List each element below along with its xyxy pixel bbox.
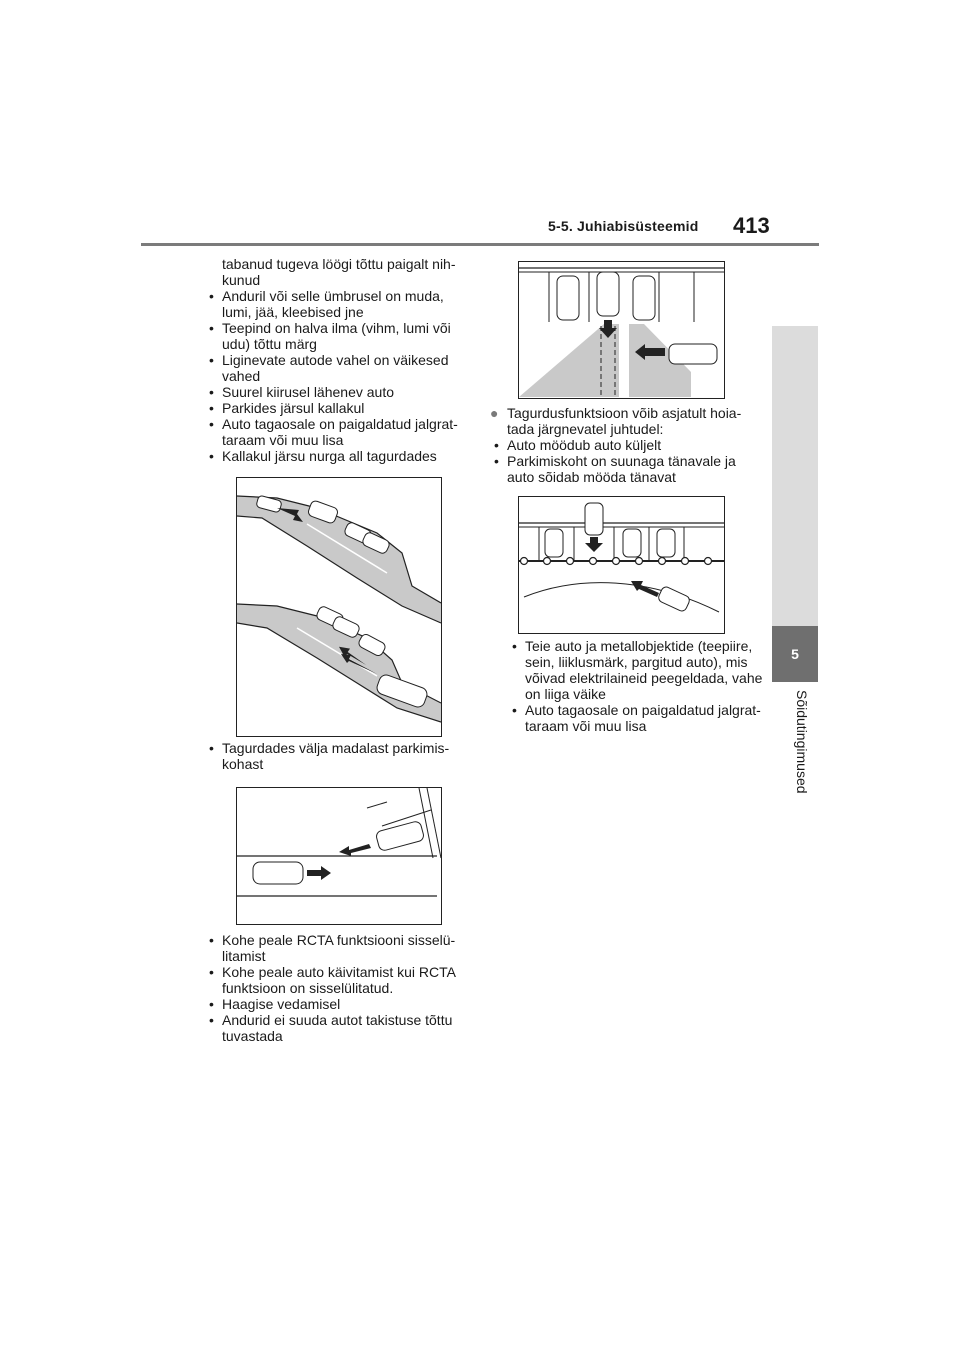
car-icon <box>633 276 655 320</box>
car-icon <box>623 529 641 557</box>
figure-parking-lot <box>518 261 725 399</box>
list-item <box>205 996 475 1012</box>
car-icon <box>375 820 425 851</box>
car-icon <box>253 862 303 884</box>
right-list-top <box>490 405 760 485</box>
figure-street-parking <box>518 496 725 634</box>
list-item-text: Auto möödub auto küljelt <box>507 437 662 453</box>
bullet-marker: ● <box>490 405 499 421</box>
list-item <box>205 400 475 416</box>
list-item-text: Tagurdades välja madalast parkimis-kohast <box>222 740 450 772</box>
chapter-band <box>772 326 818 626</box>
bullet-marker: • <box>209 740 214 756</box>
chapter-tab[interactable]: 5 <box>772 626 818 682</box>
bullet-marker: • <box>209 964 214 980</box>
list-item-text: Parkides järsul kallakul <box>222 400 365 416</box>
list-item <box>205 964 475 996</box>
bullet-marker: • <box>209 320 214 336</box>
list-item-text: Kohe peale auto käivitamist kui RCTA funktsioon on sisselülitatud. <box>222 964 456 996</box>
list-item <box>490 405 760 437</box>
car-icon <box>657 585 691 612</box>
car-icon <box>597 272 619 316</box>
list-item <box>205 256 475 288</box>
list-item-text: Liginevate autode vahel on väikesed vahed <box>222 352 449 384</box>
parking-lot-illustration <box>519 262 724 398</box>
bullet-marker: • <box>512 638 517 654</box>
list-item <box>205 416 475 448</box>
bullet-marker: • <box>209 288 214 304</box>
list-item <box>508 638 763 702</box>
slope-illustration <box>237 478 441 736</box>
list-item <box>205 932 475 964</box>
bullet-marker: • <box>209 448 214 464</box>
list-item-text: Parkimiskoht on suunaga tänavale ja auto sõidab mööda tänavat <box>507 453 736 485</box>
shallow-parking-illustration <box>237 788 441 924</box>
list-item-text: Anduril või selle ümbrusel on muda, lumi, jää, kleebised jne <box>222 288 444 320</box>
list-item-text: Auto tagaosale on paigaldatud jalgrat-taraam või muu lisa <box>525 702 761 734</box>
bullet-marker: • <box>209 416 214 432</box>
sensor-zone-left <box>519 324 619 397</box>
list-item-text: Suurel kiirusel lähenev auto <box>222 384 394 400</box>
list-item-text: tabanud tugeva löögi tõttu paigalt nih-kunud <box>222 256 456 288</box>
upper-slope-road <box>237 496 441 623</box>
list-item <box>205 288 475 320</box>
arrow-icon <box>339 844 371 856</box>
car-icon <box>657 529 675 557</box>
page-number: 413 <box>733 213 770 238</box>
left-list-bottom <box>205 932 475 1044</box>
bullet-marker: • <box>512 702 517 718</box>
bullet-marker: • <box>209 352 214 368</box>
bullet-marker: • <box>494 453 499 469</box>
bullet-marker: • <box>209 932 214 948</box>
bullet-marker: • <box>209 400 214 416</box>
list-item <box>205 352 475 384</box>
car-icon <box>545 529 563 557</box>
figure-slope-parking <box>236 477 442 737</box>
chapter-title: Sõidutingimused <box>794 690 810 794</box>
car-icon <box>557 276 579 320</box>
header-rule <box>141 243 819 246</box>
bullet-marker: • <box>209 384 214 400</box>
bullet-marker: • <box>494 437 499 453</box>
bullet-marker: • <box>209 1012 214 1028</box>
right-list-bottom <box>508 638 763 734</box>
list-item-text: Kohe peale RCTA funktsiooni sisselü-litamist <box>222 932 456 964</box>
section-title: 5-5. Juhiabisüsteemid <box>548 218 699 234</box>
list-item <box>205 740 475 772</box>
list-item <box>205 384 475 400</box>
street-parking-illustration <box>519 497 724 633</box>
figure-shallow-parking <box>236 787 442 925</box>
list-item-text: Kallakul järsu nurga all tagurdades <box>222 448 437 464</box>
list-item <box>490 453 760 485</box>
left-list-middle <box>205 740 475 772</box>
list-item <box>205 448 475 464</box>
left-list-top <box>205 256 475 464</box>
list-item-text: Andurid ei suuda autot takistuse tõttu tuvastada <box>222 1012 453 1044</box>
list-item <box>490 437 760 453</box>
list-item-text: Auto tagaosale on paigaldatud jalgrat-taraam või muu lisa <box>222 416 458 448</box>
bullet-marker: • <box>209 996 214 1012</box>
arrow-icon <box>585 537 603 552</box>
car-icon <box>585 503 603 535</box>
list-item-text: Teepind on halva ilma (vihm, lumi või udu) tõttu märg <box>222 320 451 352</box>
list-item-text: Haagise vedamisel <box>222 996 341 1012</box>
list-item <box>205 1012 475 1044</box>
list-item <box>205 320 475 352</box>
list-item <box>508 702 763 734</box>
list-item-text: Tagurdusfunktsioon võib asjatult hoia-tada järgnevatel juhtudel: <box>507 405 742 437</box>
car-icon <box>669 344 717 364</box>
list-item-text: Teie auto ja metallobjektide (teepiire, sein, liiklusmärk, pargitud auto), mis võivad elektrilaineid peegeldada, vahe on liiga väike <box>525 638 763 702</box>
arrow-icon <box>307 866 331 880</box>
